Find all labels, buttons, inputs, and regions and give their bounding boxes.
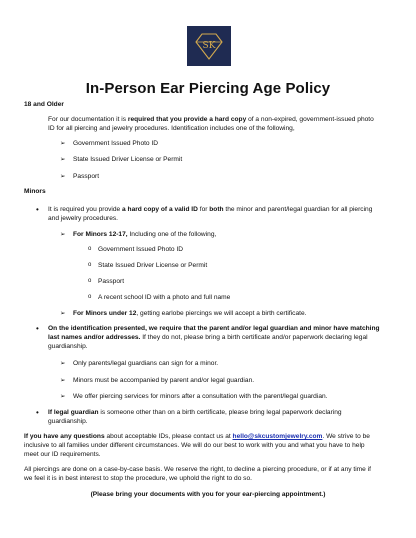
section-heading-minors: Minors (24, 188, 46, 195)
logo (187, 26, 231, 66)
list-item: State Issued Driver License or Permit (73, 156, 183, 163)
section-heading-18-older: 18 and Older (24, 101, 64, 108)
arrow-bullet-icon: ➢ (60, 173, 66, 180)
list-item: Passport (98, 278, 125, 285)
list-item: A recent school ID with a photo and full name (98, 294, 231, 301)
paragraph-legal-guardian: If legal guardian is someone other than on a birth certificate, please bring legal paperwork declaring guardianship. (48, 409, 342, 426)
arrow-bullet-icon: ➢ (60, 360, 66, 367)
arrow-bullet-icon: ➢ (60, 156, 66, 163)
arrow-bullet-icon: ➢ (60, 393, 66, 400)
logo-diamond-icon (187, 26, 231, 66)
list-item: We offer piercing services for minors after a consultation with the parent/legal guardian. (73, 393, 328, 400)
minors-12-17-label: For Minors 12-17, Including one of the following, (73, 231, 217, 238)
paragraph-minors-id: It is required you provide a hard copy of a valid ID for both the minor and parent/legal guardian for all piercing and jewelry procedures. (48, 206, 373, 223)
paragraph-case-by-case: All piercings are done on a case-by-case basis. We reserve the right, to decline a piercing procedure, or if at any time if we feel it is in best interest to stop the procedure, we uphold the right to do so. (24, 466, 371, 483)
logo-letters: SK (202, 41, 216, 51)
list-item: State Issued Driver License or Permit (98, 262, 208, 269)
bullet-icon: • (36, 408, 39, 417)
circle-bullet-icon: o (88, 278, 92, 284)
list-item: Passport (73, 173, 100, 180)
paragraph-contact: If you have any questions about acceptable IDs, please contact us at hello@skcustomjewelry.com. We strive to be inclusive to all families under different circumstances. We will do our best to work with you and what you have to help meet our ID requirements. (24, 433, 370, 459)
bullet-icon: • (36, 324, 39, 333)
circle-bullet-icon: o (88, 294, 92, 300)
email-link[interactable]: hello@skcustomjewelry.com (232, 433, 323, 440)
list-item: Only parents/legal guardians can sign for a minor. (73, 360, 219, 367)
circle-bullet-icon: o (88, 262, 92, 268)
minors-under-12-label: For Minors under 12, getting earlobe piercings we will accept a birth certificate. (73, 310, 307, 317)
paragraph-18-requirement: For our documentation it is required that you provide a hard copy of a non-expired, government-issued photo ID for all piercing and jewelry procedures. Identification includes one of the following, (48, 116, 374, 133)
arrow-bullet-icon: ➢ (60, 377, 66, 384)
arrow-bullet-icon: ➢ (60, 231, 66, 238)
arrow-bullet-icon: ➢ (60, 140, 66, 147)
paragraph-matching-names: On the identification presented, we require that the parent and/or legal guardian and minor have matching last names and/or addresses. If they do not, please bring a birth certificate and/or paperwork declaring legal guardianship. (48, 325, 380, 351)
list-item: Government Issued Photo ID (73, 140, 159, 147)
bullet-icon: • (36, 205, 39, 214)
list-item: Minors must be accompanied by parent and/or legal guardian. (73, 377, 255, 384)
page-title: In-Person Ear Piercing Age Policy (85, 80, 331, 97)
closing-note: (Please bring your documents with you for your ear-piercing appointment.) (90, 491, 326, 498)
circle-bullet-icon: o (88, 246, 92, 252)
arrow-bullet-icon: ➢ (60, 310, 66, 317)
list-item: Government Issued Photo ID (98, 246, 184, 253)
